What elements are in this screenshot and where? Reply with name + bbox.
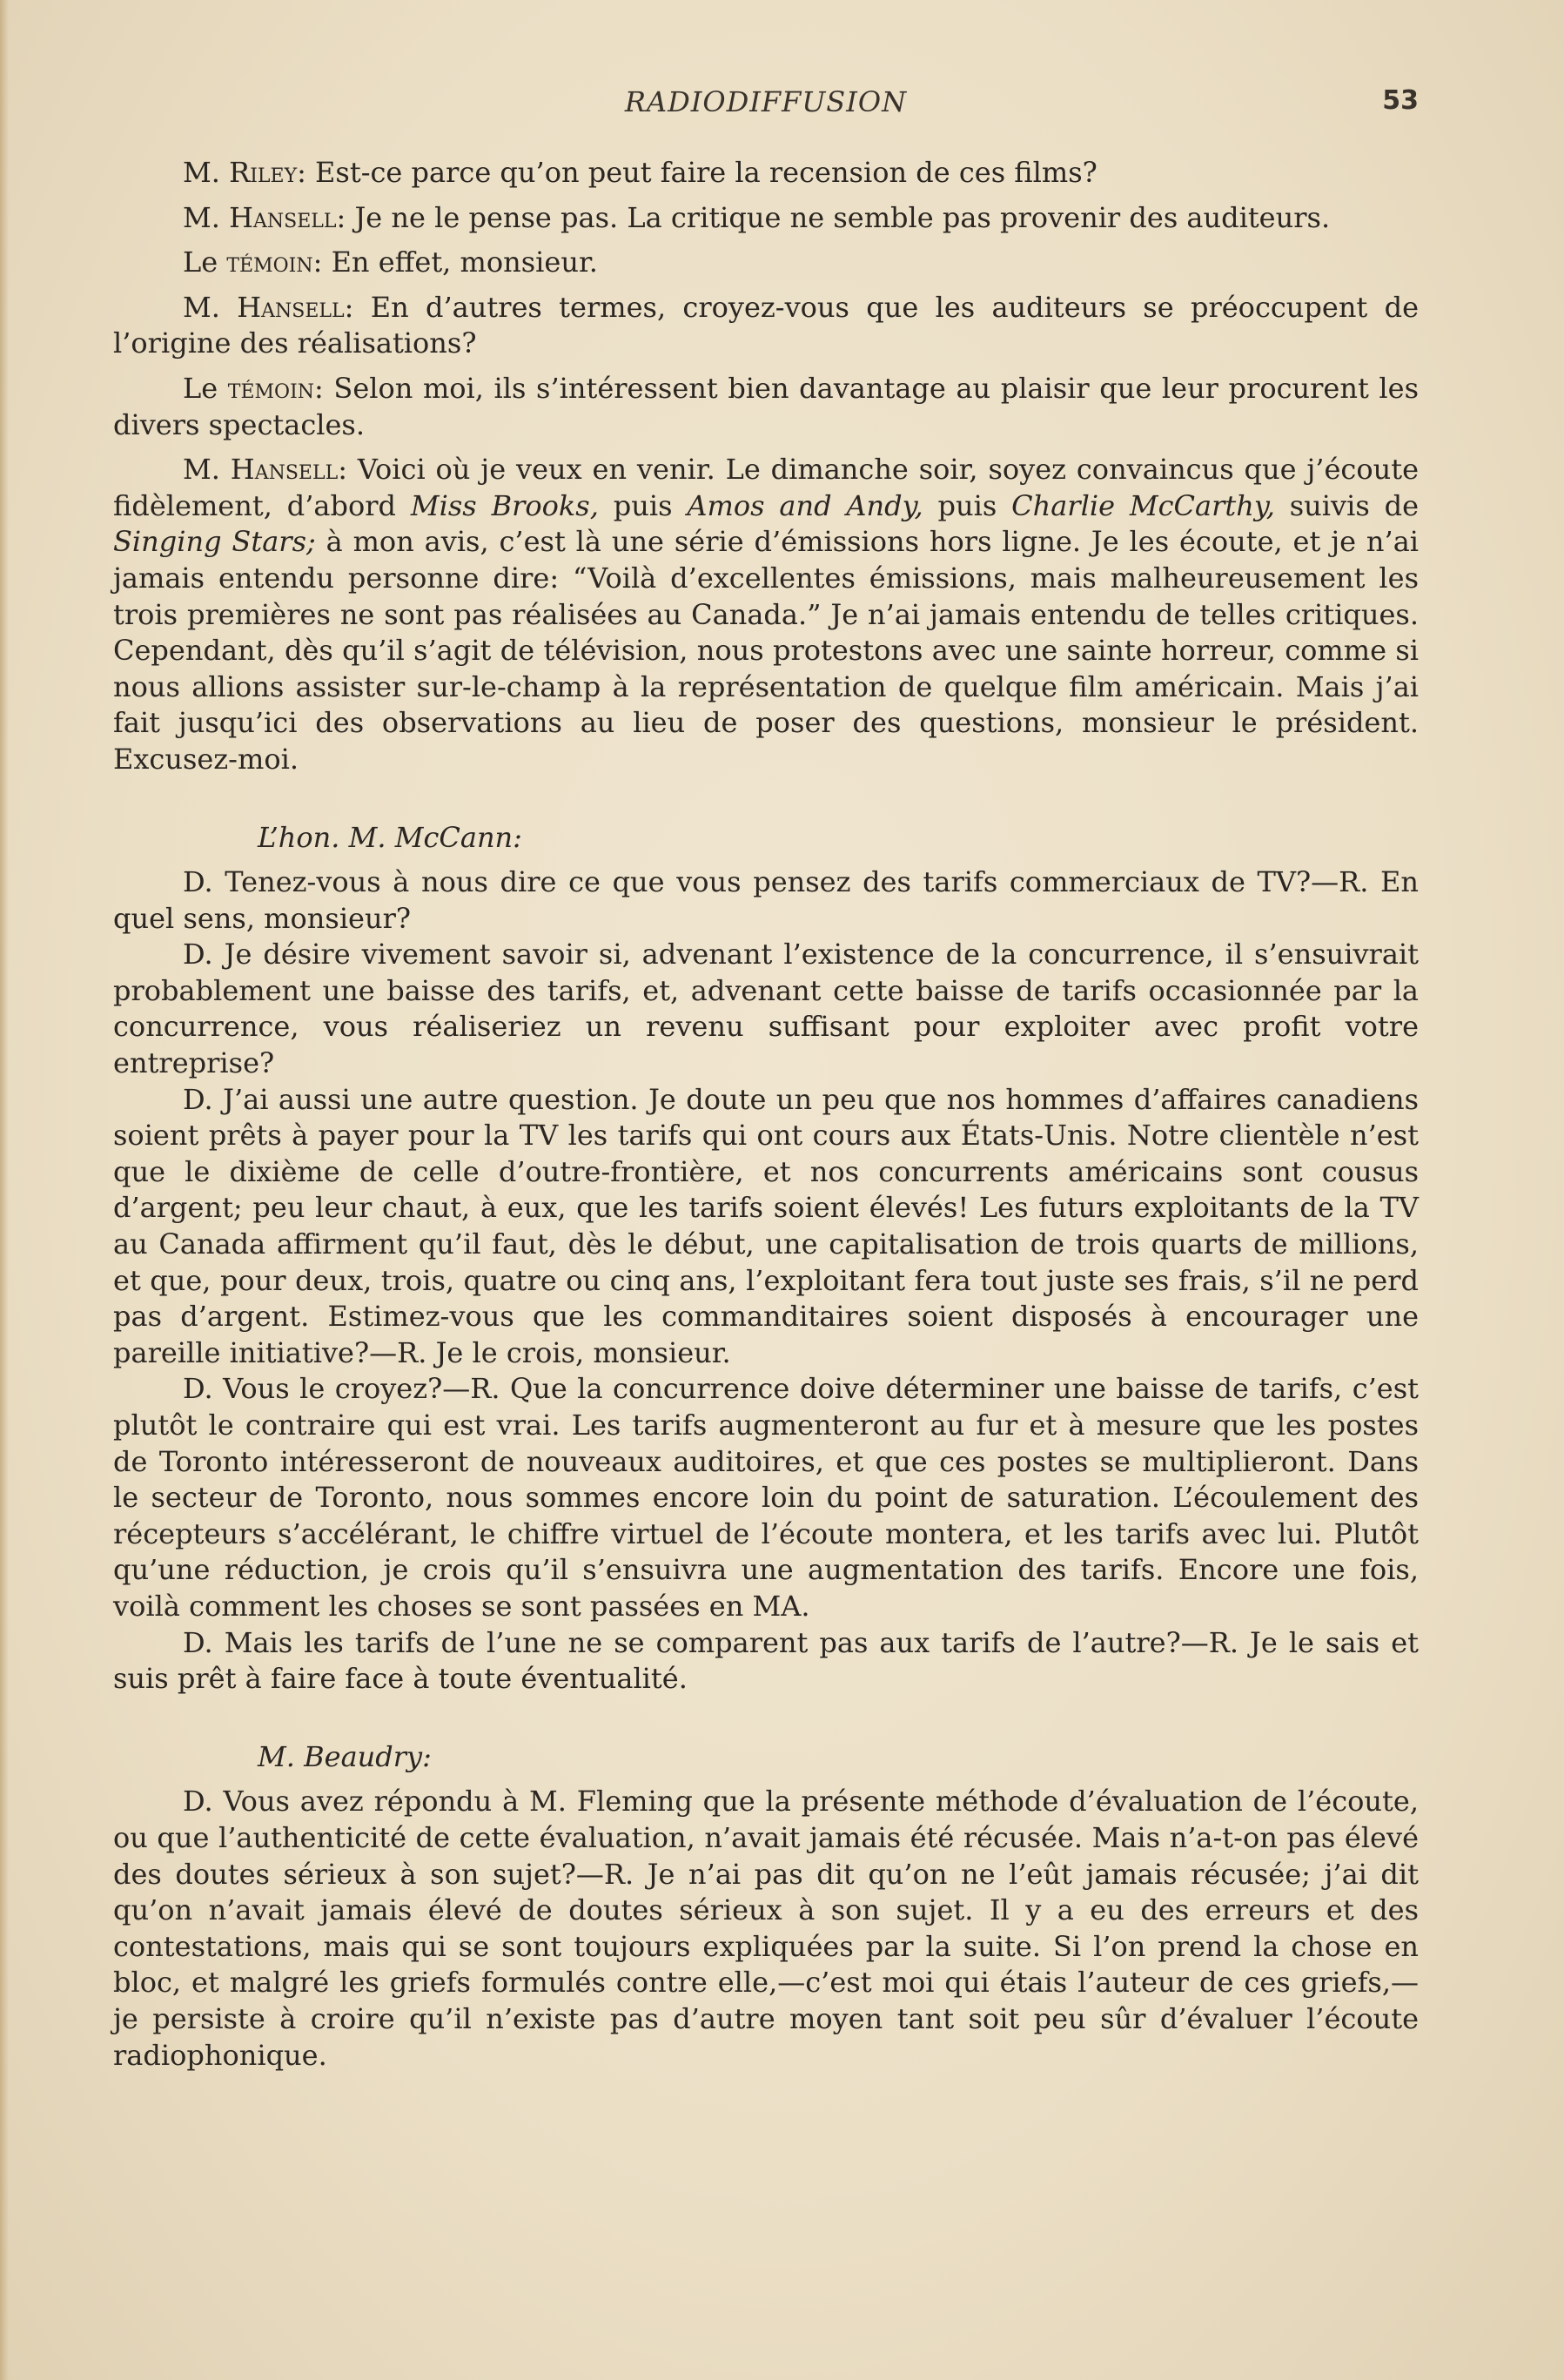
page-edge-shadow: [0, 0, 9, 2380]
paragraph-hansell-3: [113, 452, 1419, 777]
page-number: 53: [1382, 85, 1419, 116]
speaker-name: témoin:: [226, 245, 323, 279]
section-heading-beaudry: M. Beaudry:: [258, 1739, 432, 1773]
question-2: D. Je désire vivement savoir si, advenant l’existence de la concurrence, il s’ensuivrait probablement une baisse des tarifs, et, advenant cette baisse de tarifs occasionnée par la concurrence, vous réaliseriez un revenu suffisant pour exploiter avec profit votre entreprise?: [113, 938, 1419, 1080]
program-title: Charlie McCarthy,: [1011, 488, 1275, 522]
paragraph-temoin-1: [113, 245, 1419, 281]
program-title: Amos and Andy,: [687, 488, 923, 522]
speaker-lead: Le: [183, 371, 228, 405]
page-header: [113, 85, 1419, 129]
speaker-name: M. Hansell:: [183, 290, 354, 324]
paragraph-text: suivis de: [1274, 488, 1420, 522]
speaker-name: M. Hansell:: [183, 200, 346, 234]
speaker-name: témoin:: [227, 371, 324, 405]
question-6: D. Vous avez répondu à M. Fleming que la présente méthode d’évaluation de l’écoute, ou que l’authenticité de cette évaluation, n’avait jamais été récusée. Mais n’a-t-on pas élevé des doutes sérieux à son sujet?—R. Je n’ai pas dit qu’on ne l’eût jamais récusée; j’ai dit qu’on n’avait jamais élevé de doutes sérieux à son sujet. Il y a eu des erreurs et des contestations, mais qui se sont toujours expliquées par la suite. Si l’on prend la chose en bloc, et malgré les griefs formulés contre elle,—c’est moi qui étais l’auteur de ces griefs,—je persiste à croire qu’il n’existe pas d’autre moyen tant soit peu sûr d’évaluer l’écoute radiophonique.: [113, 1785, 1419, 2072]
paragraph-hansell-2: [113, 290, 1419, 362]
program-title: Miss Brooks,: [410, 488, 599, 522]
paragraph-text: En effet, monsieur.: [322, 245, 598, 279]
program-title: Singing Stars;: [113, 525, 316, 559]
speaker-lead: Le: [183, 245, 227, 279]
paragraph-text: puis: [598, 488, 688, 522]
speaker-name: M. Hansell:: [183, 453, 347, 487]
paragraph-hansell-1: [113, 200, 1419, 237]
paragraph-text: Je ne le pense pas. La critique ne semble pas provenir des auditeurs.: [346, 200, 1331, 234]
question-3: D. J’ai aussi une autre question. Je doute un peu que nos hommes d’affaires canadiens soient prêts à payer pour la TV les tarifs qui ont cours aux États-Unis. Notre clientèle n’est que le dixième de celle d’outre-frontière, et nos concurrents américains sont cousus d’argent; peu leur chaut, à eux, que les tarifs soient élevés! Les futurs exploitants de la TV au Canada affirment qu’il faut, dès le début, une capitalisation de trois quarts de millions, et que, pour deux, trois, quatre ou cinq ans, l’exploitant fera tout juste ses frais, s’il ne perd pas d’argent. Estimez-vous que les commanditaires soient disposés à encourager une pareille initiative?—R. Je le crois, monsieur.: [113, 1082, 1419, 1369]
paragraph-text: Est-ce parce qu’on peut faire la recension de ces films?: [305, 156, 1097, 189]
section-heading-mccann: L’hon. M. McCann:: [258, 820, 522, 854]
paragraph-riley: [113, 155, 1419, 192]
body-text: [113, 155, 1419, 2074]
paragraph-text: puis: [923, 488, 1012, 522]
paragraph-text: Selon moi, ils s’intéressent bien davantage au plaisir que leur procurent les divers spectacles.: [113, 371, 1420, 441]
running-title: RADIODIFFUSION: [624, 85, 908, 118]
paragraph-text: Voici où je veux en venir. Le dimanche soir, soyez convaincus que j’écoute fidèlement, d’abord: [113, 453, 1419, 522]
question-1: D. Tenez-vous à nous dire ce que vous pensez des tarifs commerciaux de TV?—R. En quel sens, monsieur?: [113, 865, 1419, 935]
speaker-name: M. Riley:: [183, 156, 306, 189]
paragraph-text: En d’autres termes, croyez-vous que les auditeurs se préoccupent de l’origine des réalisations?: [113, 290, 1419, 360]
question-4: D. Vous le croyez?—R. Que la concurrence doive déterminer une baisse de tarifs, c’est plutôt le contraire qui est vrai. Les tarifs augmenteront au fur et à mesure que les postes de Toronto intéresseront de nouveaux auditoires, et que ces postes se multiplieront. Dans le secteur de Toronto, nous sommes encore loin du point de saturation. L’écoulement des récepteurs s’accélérant, le chiffre virtuel de l’écoute montera, et les tarifs avec lui. Plutôt qu’une réduction, je crois qu’il s’ensuivra une augmentation des tarifs. Encore une fois, voilà comment les choses se sont passées en MA.: [113, 1372, 1419, 1623]
paragraph-text: à mon avis, c’est là une série d’émissions hors ligne. Je les écoute, et je n’ai jamais entendu personne dire: “Voilà d’excellentes émissions, mais malheureusement les trois premières ne sont pas réalisées au Canada.” Je n’ai jamais entendu de telles critiques. Cependant, dès qu’il s’agit de télévision, nous protestons avec une sainte horreur, comme si nous allions assister sur-le-champ à la représentation de quelque film américain. Mais j’ai fait jusqu’ici des observations au lieu de poser des questions, monsieur le président. Excusez-moi.: [113, 525, 1420, 776]
question-5: D. Mais les tarifs de l’une ne se comparent pas aux tarifs de l’autre?—R. Je le sais et suis prêt à faire face à toute éventualité.: [113, 1625, 1419, 1696]
paragraph-temoin-2: [113, 371, 1419, 443]
